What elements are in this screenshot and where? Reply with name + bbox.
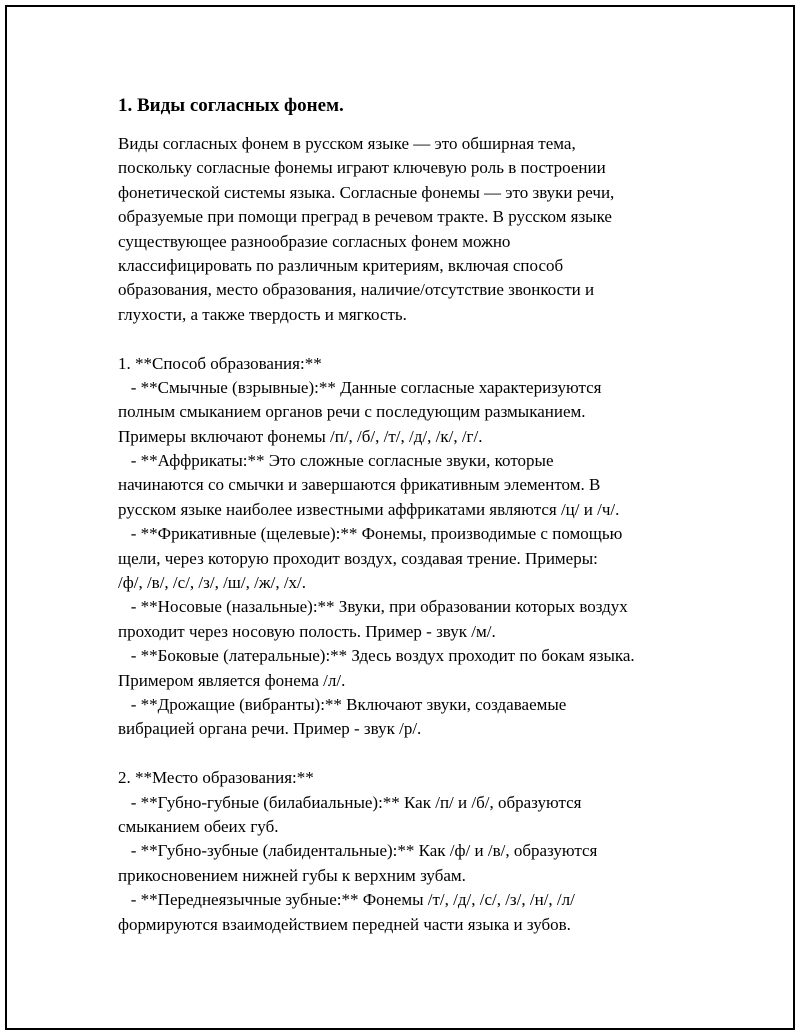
text-line: Виды согласных фонем в русском языке — это обширная тема, xyxy=(118,134,576,153)
text-line: полным смыканием органов речи с последующим размыканием. xyxy=(118,402,586,422)
text-line: - **Аффрикаты:** Это сложные согласные звуки, которые xyxy=(118,451,554,471)
text-line: - **Фрикативные (щелевые):** Фонемы, производимые с помощью xyxy=(118,524,623,544)
text-line: - **Губно-губные (билабиальные):** Как /п/ и /б/, образуются xyxy=(118,792,582,812)
text-line: прикосновением нижней губы к верхним зубам. xyxy=(118,865,466,885)
text-line: 1. **Способ образования:** xyxy=(118,353,322,373)
text-line: глухости, а также твердость и мягкость. xyxy=(118,304,407,324)
text-line: формируются взаимодействием передней части языка и зубов. xyxy=(118,914,571,934)
text-line: Примером является фонема /л/. xyxy=(118,670,346,690)
document-body xyxy=(118,94,718,937)
text-line: существующее разнообразие согласных фонем можно xyxy=(118,231,511,251)
text-line: - **Смычные (взрывные):** Данные согласные характеризуются xyxy=(118,377,602,397)
text-line: вибрацией органа речи. Пример - звук /р/. xyxy=(118,719,422,739)
text-line: поскольку согласные фонемы играют ключевую роль в построении xyxy=(118,158,606,178)
text-line: - **Носовые (назальные):** Звуки, при образовании которых воздух xyxy=(118,597,628,617)
text-line: начинаются со смычки и завершаются фрикативным элементом. В xyxy=(118,475,601,495)
text-line: фонетической системы языка. Согласные фонемы — это звуки речи, xyxy=(118,182,615,202)
section-heading: 1. Виды согласных фонем. xyxy=(118,95,344,116)
text-line: Примеры включают фонемы /п/, /б/, /т/, /д/, /к/, /г/. xyxy=(118,426,483,446)
text-line: - **Губно-зубные (лабидентальные):** Как /ф/ и /в/, образуются xyxy=(118,841,598,861)
text-line: - **Дрожащие (вибранты):** Включают звуки, создаваемые xyxy=(118,694,567,714)
text-line: - **Переднеязычные зубные:** Фонемы /т/, /д/, /с/, /з/, /н/, /л/ xyxy=(118,890,575,910)
text-line: русском языке наиболее известными аффрикатами являются /ц/ и /ч/. xyxy=(118,499,620,519)
text-line: смыканием обеих губ. xyxy=(118,816,279,836)
text-line: - **Боковые (латеральные):** Здесь воздух проходит по бокам языка. xyxy=(118,646,635,666)
text-line: образования, место образования, наличие/отсутствие звонкости и xyxy=(118,280,595,300)
text-line xyxy=(118,327,718,351)
text-line xyxy=(118,742,718,766)
text-line: проходит через носовую полость. Пример - звук /м/. xyxy=(118,621,496,641)
text-line: щели, через которую проходит воздух, создавая трение. Примеры: xyxy=(118,548,598,568)
text-line: /ф/, /в/, /с/, /з/, /ш/, /ж/, /х/. xyxy=(118,573,307,593)
text-block xyxy=(118,132,718,937)
text-line: классифицировать по различным критериям, включая способ xyxy=(118,255,564,275)
text-line: образуемые при помощи преград в речевом тракте. В русском языке xyxy=(118,207,612,227)
text-line: 2. **Место образования:** xyxy=(118,768,314,788)
